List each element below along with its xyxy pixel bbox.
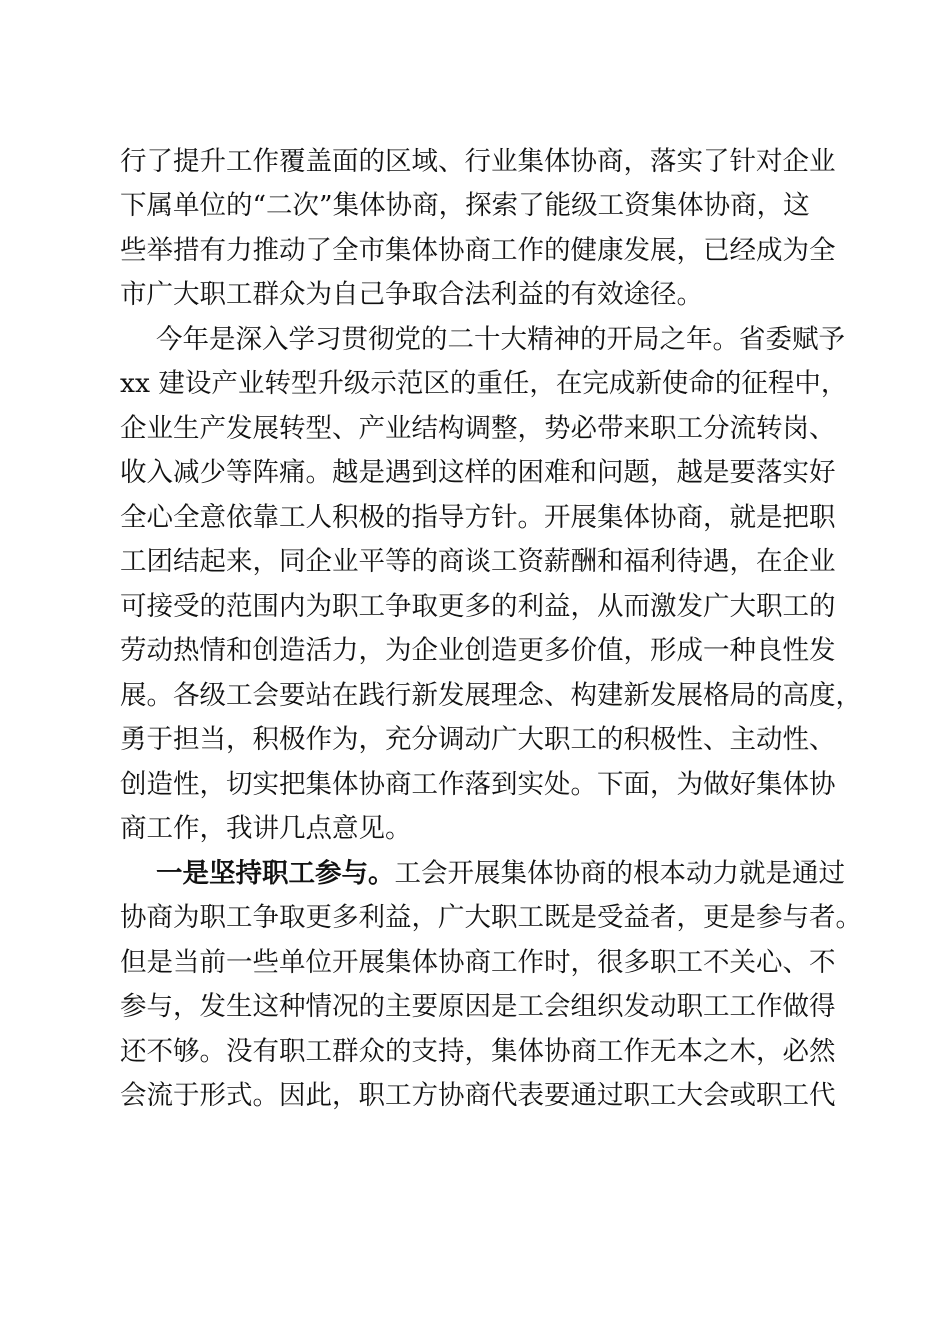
text-line: 企业生产发展转型、产业结构调整，势必带来职工分流转岗、 (120, 413, 836, 444)
section-heading: 一是坚持职工参与。 (156, 858, 395, 889)
text-line: 行了提升工作覆盖面的区域、行业集体协商，落实了针对企业 (120, 146, 836, 177)
text-line: 协商为职工争取更多利益，广大职工既是受益者，更是参与者。 (120, 902, 862, 933)
text-line: xx 建设产业转型升级示范区的重任，在完成新使命的征程中， (120, 368, 848, 399)
text-line: 但是当前一些单位开展集体协商工作时，很多职工不关心、不 (120, 947, 836, 978)
text-line: 参与，发生这种情况的主要原因是工会组织发动职工工作做得 (120, 991, 836, 1022)
text-line: 勇于担当，积极作为，充分调动广大职工的积极性、主动性、 (120, 724, 836, 755)
text-line: 全心全意依靠工人积极的指导方针。开展集体协商，就是把职 (120, 502, 836, 533)
text-line: 市广大职工群众为自己争取合法利益的有效途径。 (120, 279, 703, 310)
text-line: 劳动热情和创造活力，为企业创造更多价值，形成一种良性发 (120, 635, 836, 666)
text-line: 会流于形式。因此，职工方协商代表要通过职工大会或职工代 (120, 1080, 836, 1111)
text-line: 今年是深入学习贯彻党的二十大精神的开局之年。省委赋予 (156, 324, 845, 355)
text-line: 商工作，我讲几点意见。 (120, 813, 412, 844)
text-line: 下属单位的“二次”集体协商，探索了能级工资集体协商，这 (120, 190, 810, 221)
text-line: 些举措有力推动了全市集体协商工作的健康发展，已经成为全 (120, 235, 836, 266)
text-run: 工会开展集体协商的根本动力就是通过 (394, 858, 845, 889)
text-line: 收入减少等阵痛。越是遇到这样的困难和问题，越是要落实好 (120, 457, 836, 488)
text-line: 可接受的范围内为职工争取更多的利益，从而激发广大职工的 (120, 591, 836, 622)
text-line: 创造性，切实把集体协商工作落到实处。下面，为做好集体协 (120, 769, 836, 800)
text-line: 还不够。没有职工群众的支持，集体协商工作无本之木，必然 (120, 1036, 836, 1067)
text-line: 工团结起来，同企业平等的商谈工资薪酬和福利待遇，在企业 (120, 546, 836, 577)
text-line (156, 852, 950, 896)
text-line: 展。各级工会要站在践行新发展理念、构建新发展格局的高度， (120, 680, 862, 711)
